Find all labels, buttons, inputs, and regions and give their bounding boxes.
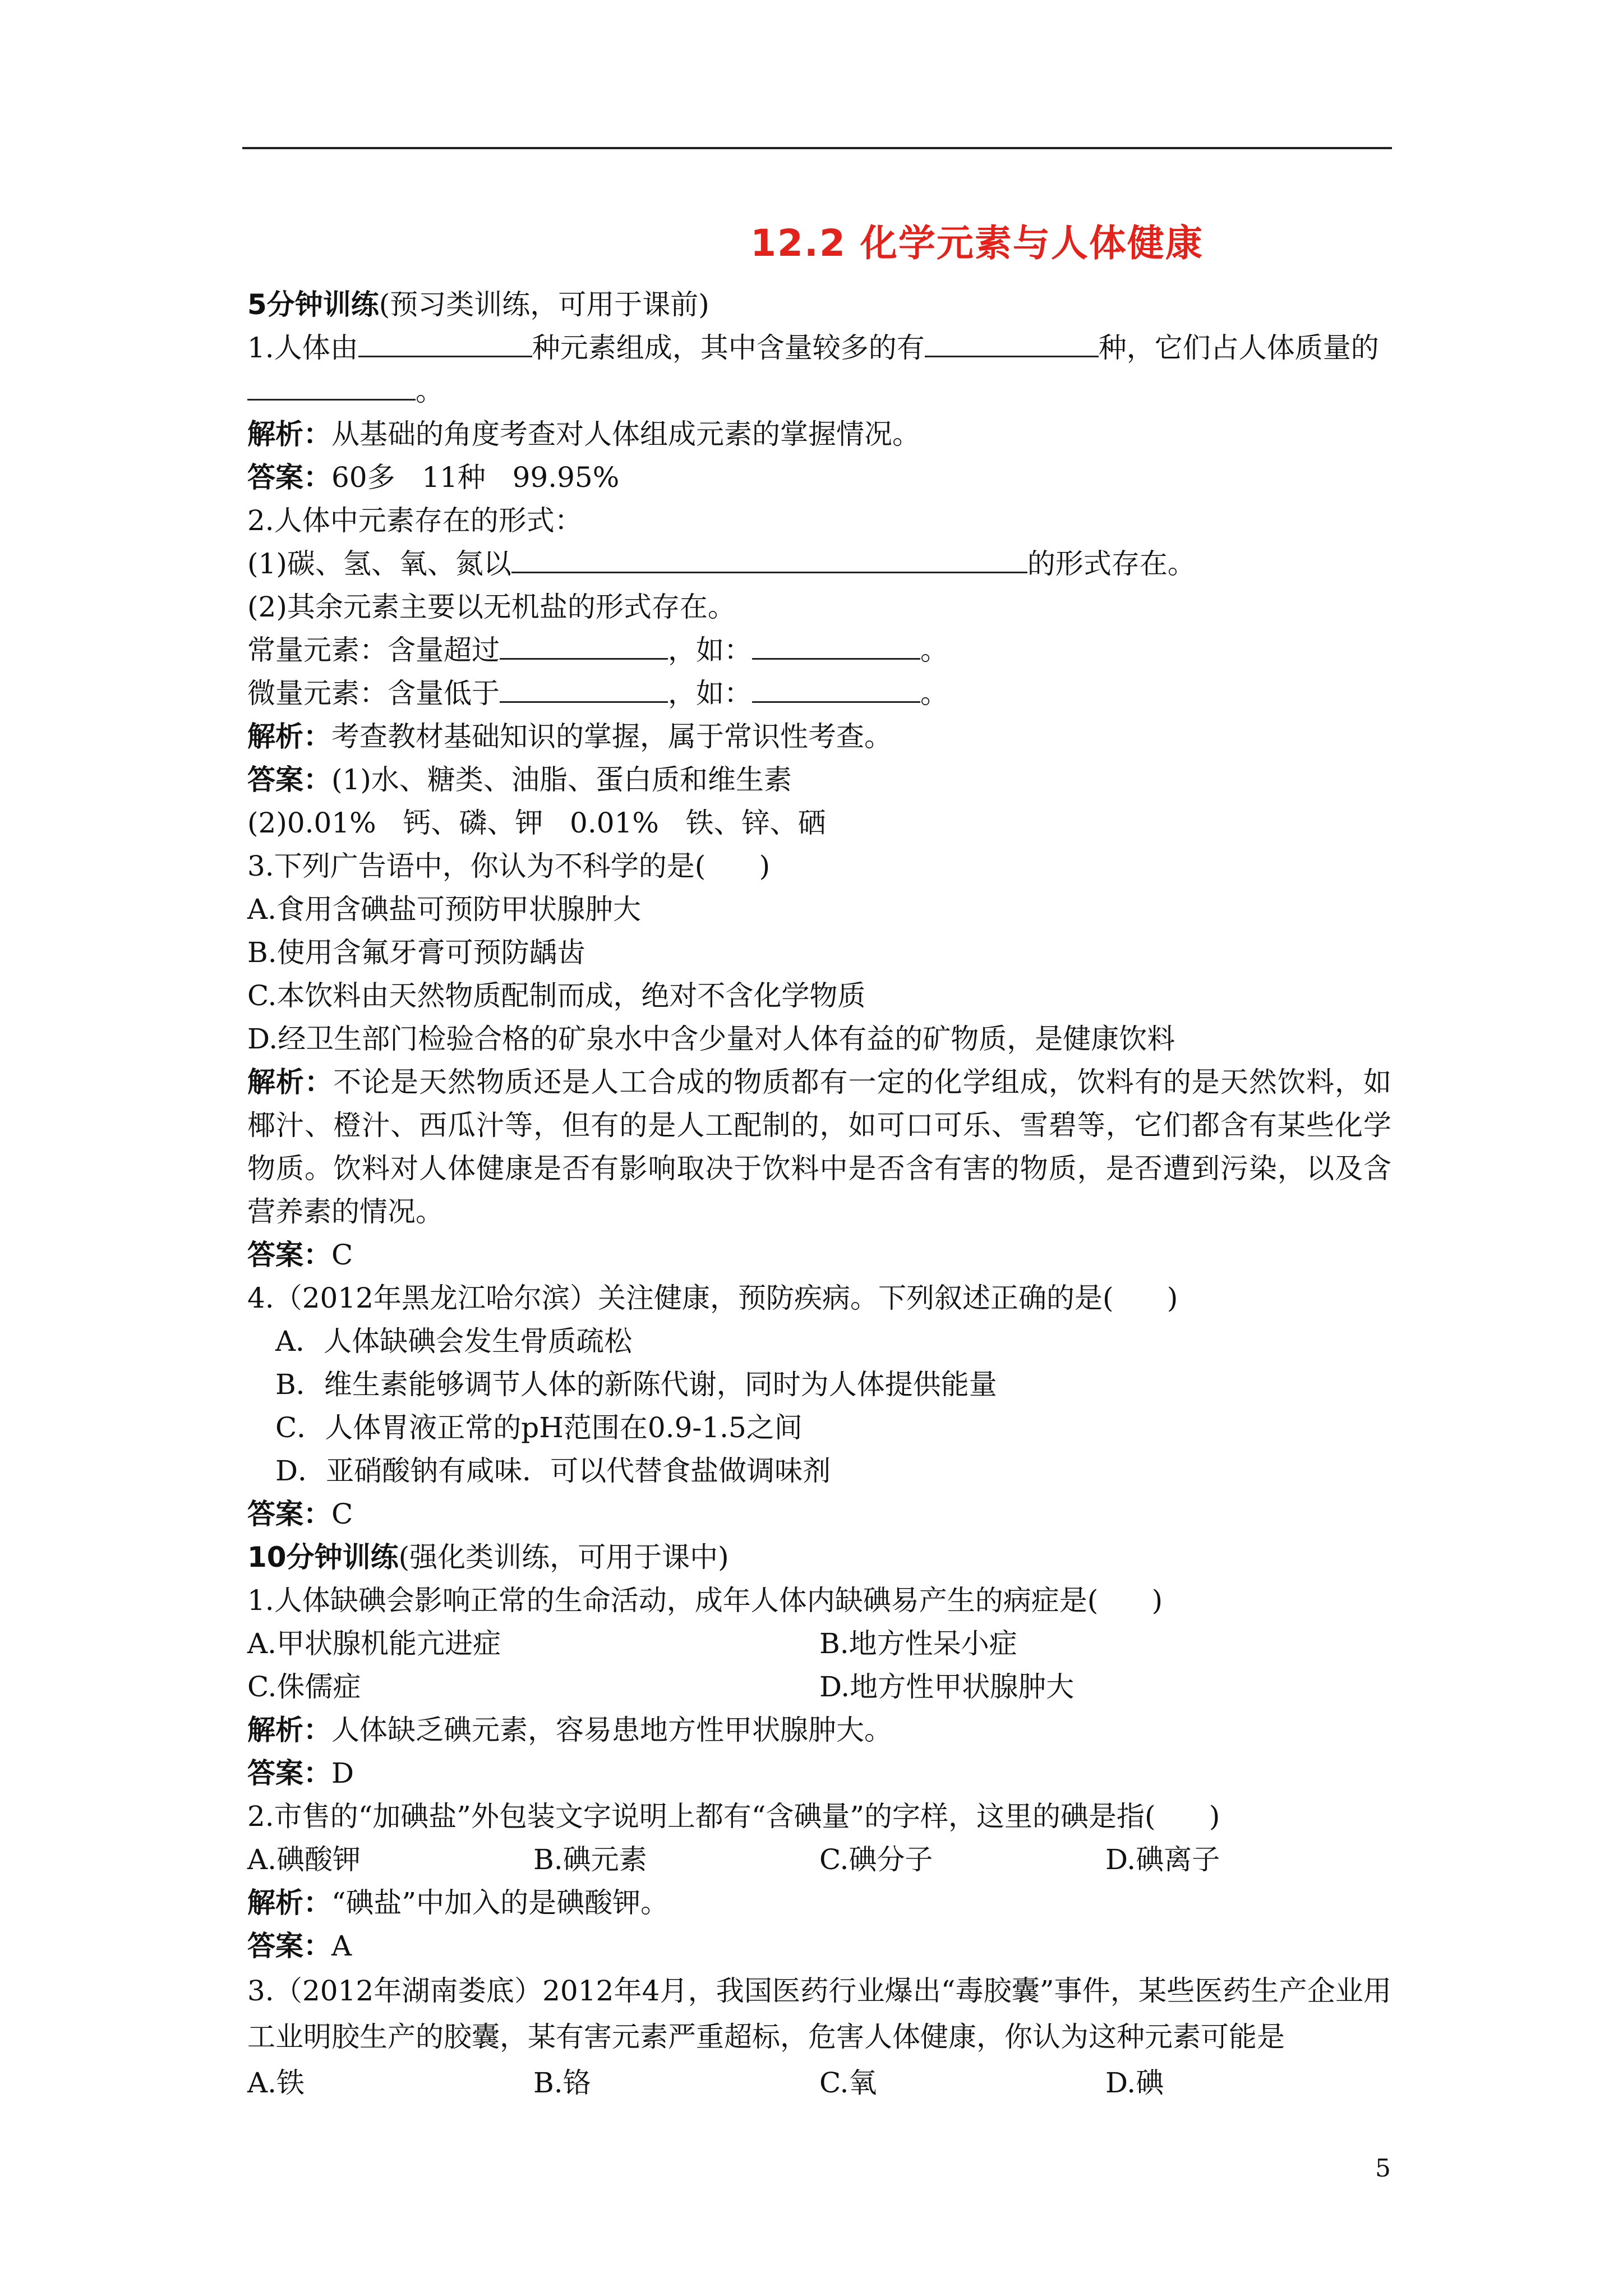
answer-label: 答案： (247, 461, 331, 494)
question-3-stem: 3.下列广告语中，你认为不科学的是( ) (247, 850, 771, 882)
question-1-answer (247, 456, 1391, 499)
text: 。 (920, 634, 948, 666)
option-a: A.碘酸钾 (247, 1843, 361, 1876)
analysis-text: 考查教材基础知识的掌握，属于常识性考查。 (331, 720, 892, 753)
practice-1-options-row-1 (247, 1622, 1391, 1665)
answer-blank (358, 330, 532, 357)
answer-blank (500, 632, 668, 660)
question-2-sub-4 (247, 672, 1391, 715)
option-d: D.碘离子 (1105, 1843, 1220, 1876)
answer-text: C (331, 1498, 353, 1530)
question-4-option-b: B．维生素能够调节人体的新陈代谢，同时为人体提供能量 (275, 1368, 997, 1401)
practice-1-analysis (247, 1709, 1391, 1752)
section-heading-label: 10分钟训练 (247, 1541, 399, 1573)
option-c: C.氧 (819, 2067, 877, 2099)
question-4-option-c: C．人体胃液正常的pH范围在0.9-1.5之间 (275, 1411, 803, 1444)
analysis-label: 解析： (247, 1714, 331, 1746)
answer-label: 答案： (247, 1930, 331, 1962)
question-3-option-d: D.经卫生部门检验合格的矿泉水中含少量对人体有益的矿物质，是健康饮料 (247, 1023, 1175, 1055)
question-1-line-1 (247, 326, 1391, 370)
question-1-analysis (247, 413, 1391, 456)
analysis-text: “碘盐”中加入的是碘酸钾。 (331, 1887, 669, 1919)
option-b: B.铬 (533, 2067, 591, 2099)
answer-label: 答案： (247, 1498, 331, 1530)
text: ，如： (668, 634, 752, 666)
question-2-answer-2: (2)0.01% 钙、磷、钾 0.01% 铁、锌、硒 (247, 807, 826, 839)
analysis-text: 从基础的角度考查对人体组成元素的掌握情况。 (331, 418, 920, 450)
question-4-option-a: A．人体缺碘会发生骨质疏松 (275, 1325, 633, 1358)
practice-2-analysis (247, 1881, 1391, 1925)
question-2-sub-1 (247, 542, 1391, 586)
analysis-text: 人体缺乏碘元素，容易患地方性甲状腺肿大。 (331, 1714, 892, 1746)
text: 微量元素：含量低于 (247, 677, 500, 710)
question-4-stem: 4.（2012年黑龙江哈尔滨）关注健康，预防疾病。下列叙述正确的是( ) (247, 1282, 1178, 1314)
answer-text: A (331, 1930, 352, 1962)
analysis-label: 解析： (247, 720, 331, 753)
answer-blank (247, 373, 416, 401)
question-2-analysis (247, 715, 1391, 758)
question-3-option-a: A.食用含碘盐可预防甲状腺肿大 (247, 893, 642, 926)
text: 。 (920, 677, 948, 710)
question-3-answer (247, 1234, 1391, 1277)
answer-label: 答案： (247, 1757, 331, 1789)
answer-blank (500, 675, 668, 703)
document-body (247, 283, 1391, 2106)
practice-3-stem: 3.（2012年湖南娄底）2012年4月，我国医药行业爆出“毒胶囊”事件，某些医药生产企业用工业明胶生产的胶囊，某有害元素严重超标，危害人体健康，你认为这种元素可能是 (247, 1975, 1391, 2053)
question-3-option-c: C.本饮料由天然物质配制而成，绝对不含化学物质 (247, 979, 866, 1012)
answer-text: 60多 11种 99.95% (331, 461, 620, 494)
section-heading-5min (247, 283, 1391, 326)
section-heading-10min (247, 1536, 1391, 1579)
question-2-stem: 2.人体中元素存在的形式： (247, 504, 583, 537)
option-d: D.地方性甲状腺肿大 (819, 1671, 1075, 1703)
analysis-label: 解析： (247, 418, 331, 450)
option-a: A.甲状腺机能亢进症 (247, 1627, 501, 1660)
answer-label: 答案： (247, 763, 331, 796)
question-2-sub-2: (2)其余元素主要以无机盐的形式存在。 (247, 591, 736, 623)
header-rule (242, 147, 1392, 149)
option-b: B.碘元素 (533, 1843, 647, 1876)
question-2-sub-3 (247, 629, 1391, 672)
text: 。 (416, 375, 444, 407)
question-4-answer (247, 1493, 1391, 1536)
question-1-line-2 (247, 370, 1391, 413)
answer-text: D (331, 1757, 354, 1789)
practice-2-options (247, 1838, 1391, 1881)
answer-text: C (331, 1239, 353, 1271)
practice-3-options (247, 2060, 1391, 2106)
option-c: C.碘分子 (819, 1843, 933, 1876)
analysis-text: 不论是天然物质还是人工合成的物质都有一定的化学组成，饮料有的是天然饮料，如椰汁、橙汁、西瓜汁等，但有的是人工配制的，如可口可乐、雪碧等，它们都含有某些化学物质。饮料对人体健康是否有影响取决于饮料中是否含有害的物质，是否遭到污染，以及含营养素的情况。 (247, 1066, 1391, 1228)
answer-text: (1)水、糖类、油脂、蛋白质和维生素 (331, 763, 792, 796)
question-3-analysis (247, 1061, 1391, 1234)
question-2-answer-1 (247, 758, 1391, 802)
practice-1-answer (247, 1752, 1391, 1795)
text: ，如： (668, 677, 752, 710)
option-b: B.地方性呆小症 (819, 1627, 1017, 1660)
section-heading-note: (预习类训练，可用于课前) (379, 288, 709, 321)
option-c: C.侏儒症 (247, 1671, 361, 1703)
analysis-label: 解析： (247, 1887, 331, 1919)
option-a: A.铁 (247, 2067, 305, 2099)
text: (1)碳、氢、氧、氮以 (247, 547, 511, 580)
answer-label: 答案： (247, 1239, 331, 1271)
question-4-option-d: D．亚硝酸钠有咸味．可以代替食盐做调味剂 (275, 1455, 831, 1487)
practice-1-options-row-2 (247, 1665, 1391, 1709)
answer-blank (752, 632, 920, 660)
option-d: D.碘 (1105, 2067, 1164, 2099)
text: 1.人体由 (247, 332, 358, 364)
practice-2-stem: 2.市售的“加碘盐”外包装文字说明上都有“含碘量”的字样，这里的碘是指( ) (247, 1800, 1220, 1833)
text: 种元素组成，其中含量较多的有 (532, 332, 925, 364)
text: 常量元素：含量超过 (247, 634, 500, 666)
section-heading-label: 5分钟训练 (247, 288, 379, 321)
section-heading-note: (强化类训练，可用于课中) (398, 1541, 729, 1573)
analysis-label: 解析： (247, 1066, 334, 1098)
answer-blank (752, 675, 920, 703)
page-number: 5 (1375, 2154, 1391, 2183)
text: 种，它们占人体质量的 (1098, 332, 1379, 364)
practice-2-answer (247, 1925, 1391, 1968)
page-title: 12.2 化学元素与人体健康 (750, 222, 1204, 265)
answer-blank (511, 546, 1027, 573)
answer-blank (925, 330, 1099, 357)
text: 的形式存在。 (1027, 547, 1196, 580)
question-3-option-b: B.使用含氟牙膏可预防龋齿 (247, 936, 585, 969)
practice-1-stem: 1.人体缺碘会影响正常的生命活动，成年人体内缺碘易产生的病症是( ) (247, 1584, 1163, 1617)
